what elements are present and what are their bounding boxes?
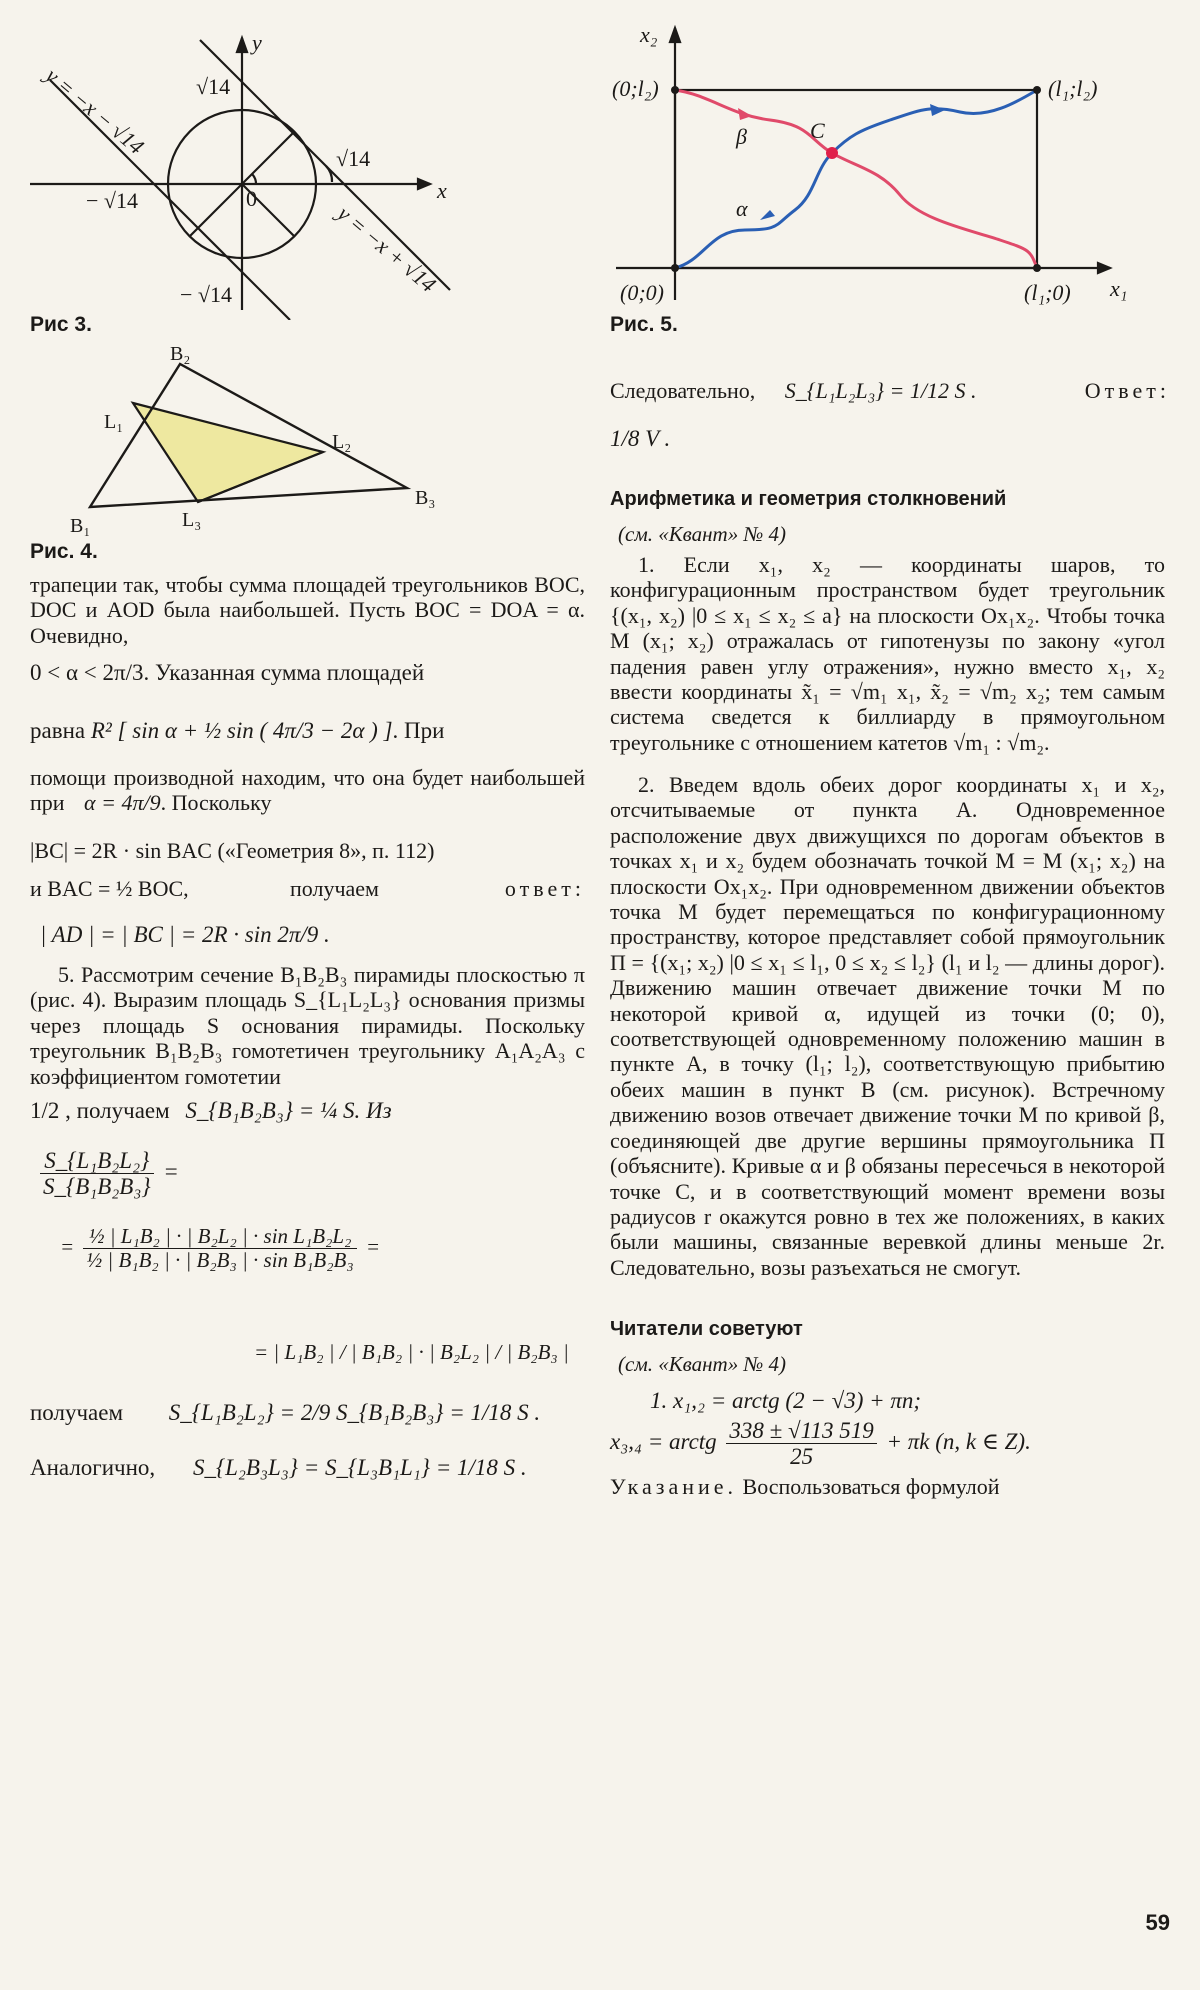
vertex-bottom-right xyxy=(1033,264,1041,272)
point-C xyxy=(826,147,838,159)
sb-formula: S_{B₁B₂B₃} = ¼ S. Из xyxy=(185,1098,392,1123)
ref-kvant-2: (см. «Квант» № 4) xyxy=(618,1352,787,1376)
sled-text: Следовательно, xyxy=(610,378,756,403)
poluchaem-b: получаем xyxy=(30,1400,124,1425)
fig4-caption: Рис. 4. xyxy=(30,540,98,563)
label-L3: L₃ xyxy=(182,509,202,531)
line-lower xyxy=(200,40,450,290)
label-beta: β xyxy=(736,124,747,149)
para2-text: помощи производной находим, что она будет наибольшей при xyxy=(30,765,585,816)
bac-otvet: ответ: xyxy=(504,876,585,901)
result2-formula: S_{L₂B₃L₃} = S_{L₃B₁L₁} = 1/18 S . xyxy=(192,1455,527,1480)
neg-sqrt14-bottom: − √14 xyxy=(180,282,232,307)
label-B1: B₁ xyxy=(70,515,91,537)
vertex-top-right xyxy=(1033,86,1041,94)
para-section5: 5. Рассмотрим сечение B₁B₂B₃ пирамиды плоскостью π (рис. 4). Выразим площадь S_{L₁L₂L₃} основания призмы через площадь S основания пирамиды. Поскольку треугольник B₁B₂B₃ гомотетичен треугольнику A₁A₂A₃ с коэффициентом гомотетии xyxy=(30,962,585,1089)
alpha-suffix: . Поскольку xyxy=(160,790,272,816)
sum-formula: R² [ sin α + ½ sin ( 4π/3 − 2α ) ] xyxy=(90,718,393,743)
para-trapezoid: трапеции так, чтобы сумма площадей треугольников BOC, DOC и AOD была наибольшей. Пусть BOC = DOA = α. Очевидно, xyxy=(30,572,585,648)
vertex-bottom-left xyxy=(671,264,679,272)
ukaz-text: Воспользоваться формулой xyxy=(742,1474,1000,1499)
half-value: 1/2 xyxy=(30,1098,60,1123)
triangle-l1l2l3 xyxy=(133,403,323,502)
heading-arithmetic: Арифметика и геометрия столкновений xyxy=(610,488,1007,510)
sum-prefix: равна xyxy=(30,718,86,743)
ineq-after: . Указанная сумма площадей xyxy=(143,660,425,685)
ref-kvant-1: (см. «Квант» № 4) xyxy=(618,522,787,546)
curve-beta xyxy=(675,90,1037,268)
fig5-caption: Рис. 5. xyxy=(610,313,678,336)
neg-sqrt14-left: − √14 xyxy=(86,188,138,213)
sum-line xyxy=(30,718,444,744)
ukaz-label: Указание. xyxy=(610,1474,738,1499)
label-top-right: (l₁;l₂) xyxy=(1048,76,1098,101)
ratio-end: = | L₁B₂ | / | B₁B₂ | · | B₂L₂ | / | B₂B₃ | xyxy=(254,1340,569,1364)
label-C: C xyxy=(810,118,825,143)
line-upper-label: y = −x − √14 xyxy=(40,62,149,160)
y-label: y xyxy=(252,30,262,55)
f2-suffix: + πk (n, k ∈ Z). xyxy=(886,1429,1031,1455)
fig3-caption: Рис 3. xyxy=(30,313,92,336)
para-derivative xyxy=(30,765,585,816)
sled-otvet: Ответ: xyxy=(1084,378,1170,403)
curve-alpha xyxy=(675,90,1037,268)
ineq-formula: 0 < α < 2π/3 xyxy=(30,660,144,685)
sled-line xyxy=(610,378,1170,404)
analog: Аналогично, xyxy=(30,1455,156,1480)
x1-axis-arrow xyxy=(1098,263,1110,273)
result1-formula: S_{L₁B₂L₂} = 2/9 S_{B₁B₂B₃} = 1/18 S . xyxy=(168,1400,541,1425)
ratio-lhs-num: S_{L₁B₂L₂} xyxy=(40,1148,154,1174)
result1-line xyxy=(30,1400,585,1426)
figure-3 xyxy=(30,30,570,320)
alpha-value: α = 4π/9 xyxy=(84,790,161,816)
alpha-arrow-1 xyxy=(760,210,775,220)
x-axis-arrow xyxy=(418,179,430,189)
angle-arc-right xyxy=(326,166,332,182)
f2-den: 25 xyxy=(790,1444,814,1470)
ratio-mid-den: ½ | B₁B₂ | · | B₂B₃ | · sin B₁B₂B₃ xyxy=(86,1248,354,1273)
alpha-arrow-2 xyxy=(930,104,945,116)
origin-label: 0 xyxy=(246,186,257,211)
page-number: 59 xyxy=(1145,1910,1170,1935)
angle-arc xyxy=(252,174,256,184)
label-B3: B₃ xyxy=(415,487,436,509)
label-bottom-right: (l₁;0) xyxy=(1024,280,1071,305)
f2-num: 338 ± √113 519 xyxy=(726,1418,876,1444)
label-L1: L₁ xyxy=(104,411,124,433)
para-arith-2: 2. Введем вдоль обеих дорог координаты x₁ и x₂, отсчитываемые от пункта A. Одновременное расположение двух движущихся по дорогам объектов в точках x₁ и x₂ будем обозначать точкой M = M (x₁; x₂) на плоскости Ox₁x₂. При одновременном движении объектов точка M будет перемещаться по конфигурационному пространству, которое представляет собой прямоугольник П = {(x₁; x₂) |0 ≤ x₁ ≤ l₁, 0 ≤ x₂ ≤ l₂} (l₁ и l₂ — длины дорог). Движению машин отвечает движение точки M по некоторой кривой α, идущей из точки (0; 0), соответствующей одновременному положению машин в пункте A, в точку (l₁; l₂), соответствующую прибытию обеих машин в пункт B (см. рисунок). Встречному движению возов отвечает движение точки M по кривой β, соединяющей две другие вершины прямоугольника П (объясните). Кривые α и β обязаны пересечься в некоторой точке C, и в соответствующий момент времени возы радиусов r окажутся ровно в тех же положениях, в каких были машины, связанные веревкой длины меньше 2r. Следовательно, возы разъехаться не смогут. xyxy=(610,772,1165,1280)
ukaz-line xyxy=(610,1474,1000,1500)
label-bottom-left: (0;0) xyxy=(620,280,664,305)
poluchaem-a: , получаем xyxy=(65,1098,170,1123)
ineq-line xyxy=(30,660,424,686)
bac-poluchaem: получаем xyxy=(290,876,379,901)
bc-line: |BC| = 2R · sin BAC («Геометрия 8», п. 112) xyxy=(30,838,435,863)
figure-5 xyxy=(610,20,1170,310)
sqrt14-right: √14 xyxy=(336,146,371,171)
sqrt14-top: √14 xyxy=(196,74,231,99)
x2-axis-arrow xyxy=(670,28,680,42)
x1-label: x₁ xyxy=(1110,276,1128,301)
ratio-mid-num: ½ | L₁B₂ | · | B₂L₂ | · sin L₁B₂L₂ xyxy=(83,1225,356,1249)
ratio-lhs-den: S_{B₁B₂B₃} xyxy=(43,1174,151,1200)
otvet-value: 1/8 V . xyxy=(610,426,671,451)
ratio-mid: = $\frac{\text{½ | L₁B₂ | · | B₂L₂ | · sin L₁B₂L₂}}{\text{½ | B₁B₂ | · | B₂B₃ | · sin B₁B₂B₃}}$ = xyxy=(60,1224,381,1273)
ratio-lhs: $\frac{\text{S\_\{L₁B₂L₂\}}}{\text{S\_\{B₁B₂B₃\}}}$ = xyxy=(36,1148,179,1200)
bac-line xyxy=(30,876,585,902)
label-L2: L₂ xyxy=(332,431,352,453)
rectangle-P xyxy=(675,90,1037,268)
beta-arrow xyxy=(738,108,752,120)
y-axis-arrow xyxy=(237,38,247,52)
f2-prefix: x₃,₄ = arctg xyxy=(610,1429,717,1455)
figure-4 xyxy=(70,340,570,550)
sled-formula: S_{L₁L₂L₃} = 1/12 S . xyxy=(784,378,977,403)
line-lower-label: y = −x + √14 xyxy=(332,200,441,298)
label-B2: B₂ xyxy=(170,343,191,365)
ad-line: | AD | = | BC | = 2R · sin 2π/9 . xyxy=(40,922,330,947)
vertex-top-left xyxy=(671,86,679,94)
x2-label: x₂ xyxy=(640,22,658,47)
label-alpha: α xyxy=(736,196,748,221)
result2-line xyxy=(30,1455,585,1481)
label-top-left: (0;l₂) xyxy=(612,76,659,101)
formula-1: 1. x₁,₂ = arctg (2 − √3) + πn; xyxy=(650,1388,922,1413)
homothety-line xyxy=(30,1098,392,1124)
para-arith-1: 1. Если x₁, x₂ — координаты шаров, то конфигурационным пространством будет треугольник {(x₁, x₂) |0 ≤ x₁ ≤ x₂ ≤ a} на плоскости Ox₁x₂. Чтобы точка M (x₁; x₂) отражалась от гипотенузы по закону «угол падения равен углу отражения», нужно вместо x₁, x₂ ввести координаты x̃₁ = √m₁ x₁, x̃₂ = √m₂ x₂; тем самым система сведется к биллиарду в прямоугольном треугольнике с отношением катетов √m₁ : √m₂. xyxy=(610,552,1165,755)
sum-suffix: . При xyxy=(392,718,445,743)
x-label: x xyxy=(437,178,447,203)
heading-readers: Читатели советуют xyxy=(610,1318,803,1340)
formula-2 xyxy=(610,1418,1031,1470)
bac-formula: и BAC = ½ BOC, xyxy=(30,876,189,901)
